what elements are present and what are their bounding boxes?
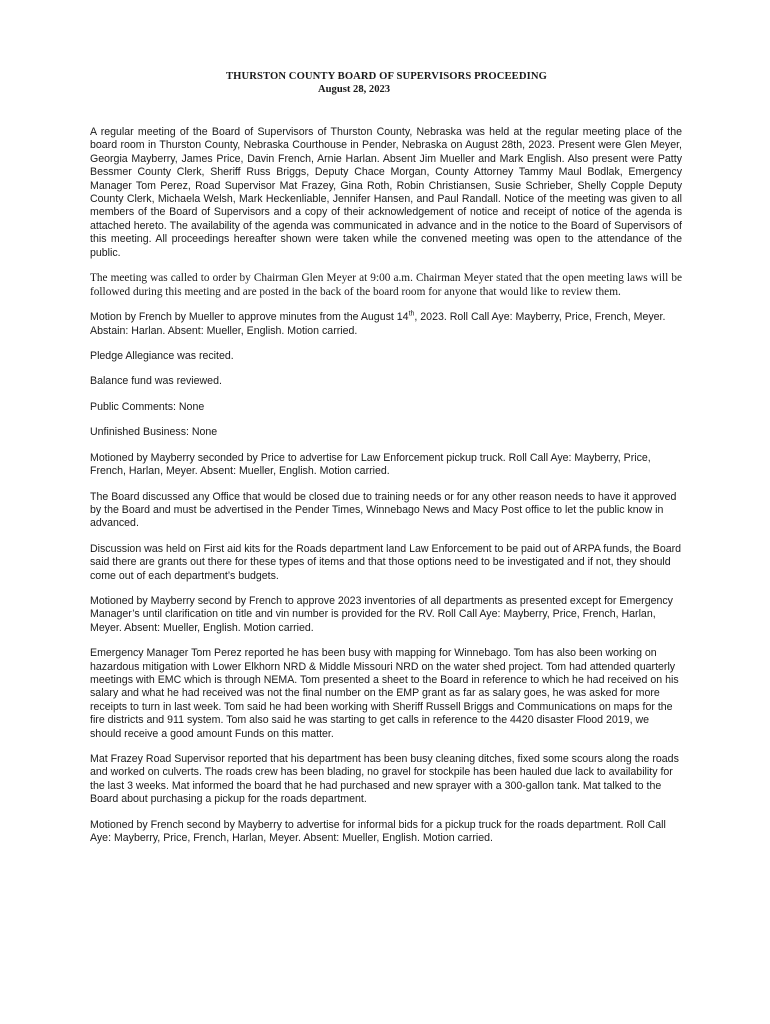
public-comments-paragraph: Public Comments: None [90, 400, 205, 413]
ordinal-suffix: th [408, 310, 415, 318]
emergency-manager-paragraph: Emergency Manager Tom Perez reported he has been busy with mapping for Winnebago. Tom has also been working on hazardous mitigation with Lower Elkhorn NRD & Middle Missouri NRD on the water shed project. Tom had attended quarterly meetings with EMC which is through NEMA. Tom presented a sheet to the Board in reference to which he had received on his salary and what he had received was not the final number on the EMP grant as far as salary goes, he was asked for more receipts to turn in last week. Tom said he had been working with Sheriff Russell Briggs and Communications on maps for the fire districts and 911 system. Tom also said he was starting to get calls in reference to the 4420 disaster Flood 2019, we should receive a good amount Funds on this matter. [90, 647, 679, 740]
call-to-order-paragraph: The meeting was called to order by Chairman Glen Meyer at 9:00 a.m. Chairman Meyer stated that the open meeting laws will be followed during this meeting and are posted in the back of the board room for anyone that would like to review them. [90, 272, 682, 298]
pledge-paragraph: Pledge Allegiance was recited. [90, 350, 234, 363]
road-supervisor-paragraph: Mat Frazey Road Supervisor reported that his department has been busy cleaning ditches, fixed some scours along the roads and worked on culverts. The roads crew has been blading, no gravel for stockpile has been hauled due lack to availability for the last 3 weeks. Mat informed the board that he had purchased and new sprayer with a 300-gallon tank. Mat talked to the Board about purchasing a pickup for the roads department. [90, 753, 679, 806]
unfinished-business-paragraph: Unfinished Business: None [90, 426, 218, 439]
document-date: August 28, 2023 [318, 83, 391, 95]
minutes-motion-paragraph [90, 311, 682, 338]
roads-pickup-motion-paragraph: Motioned by French second by Mayberry to advertise for informal bids for a pickup truck for the roads department. Roll Call Aye: Mayberry, Price, French, Harlan, Meyer. Absent: Mueller, English. Motion carried. [90, 818, 666, 845]
office-closure-paragraph: The Board discussed any Office that would be closed due to training needs or for any other reason needs to have it approved by the Board and must be advertised in the Pender Times, Winnebago News and Macy Post office to let the public know in advanced. [90, 490, 677, 530]
balance-fund-paragraph: Balance fund was reviewed. [90, 375, 222, 388]
inventories-motion-paragraph: Motioned by Mayberry second by French to approve 2023 inventories of all departments as presented except for Emergency Manager’s until clarification on title and vin number is provided for the RV. Roll Call Aye: Mayberry, Price, French, Harlan, Meyer. Absent: Mueller, English. Motion carried. [90, 594, 673, 634]
first-aid-paragraph: Discussion was held on First aid kits for the Roads department land Law Enforcement to be paid out of ARPA funds, the Board said there are grants out there for these types of items and that those options need to be investigated and if not, they should come out of each department’s budgets. [90, 542, 682, 582]
minutes-motion-text-b: , 2023. Roll Call Aye: Mayberry, Price, French, Meyer. Abstain: Harlan. Absent: Mueller, English. Motion carried. [90, 311, 666, 337]
document-title: THURSTON COUNTY BOARD OF SUPERVISORS PROCEEDING [226, 71, 547, 82]
opening-paragraph: A regular meeting of the Board of Supervisors of Thurston County, Nebraska was held at the regular meeting place of the board room in Thurston County, Nebraska Courthouse in Pender, Nebraska on August 28th, 2023. Present were Glen Meyer, Georgia Mayberry, James Price, Davin French, Arnie Harlan. Absent Jim Mueller and Mark English. Also present were Patty Bessmer County Clerk, Sheriff Russ Briggs, Deputy Chace Morgan, County Attorney Tammy Maul Bodlak, Emergency Manager Tom Perez, Road Supervisor Mat Frazey, Gina Roth, Robin Christiansen, Susie Schrieber, Shelly Copple Deputy County Clerk, Michaela Welsh, Mark Heckenliable, Jennifer Hansen, and Paul Randall. Notice of the meeting was given to all members of the Board of Supervisors and a copy of their acknowledgement of notice and receipt of notice of the agenda is attached hereto. The availability of the agenda was communicated in advance and in the notice to the Board of Supervisors of this meeting. All proceedings hereafter shown were taken while the convened meeting was open to the attendance of the public. [90, 126, 682, 259]
pickup-motion-paragraph: Motioned by Mayberry seconded by Price to advertise for Law Enforcement pickup truck. Roll Call Aye: Mayberry, Price, French, Harlan, Meyer. Absent: Mueller, English. Motion carried. [90, 451, 651, 478]
minutes-motion-text-a: Motion by French by Mueller to approve minutes from the August 14 [90, 311, 409, 324]
